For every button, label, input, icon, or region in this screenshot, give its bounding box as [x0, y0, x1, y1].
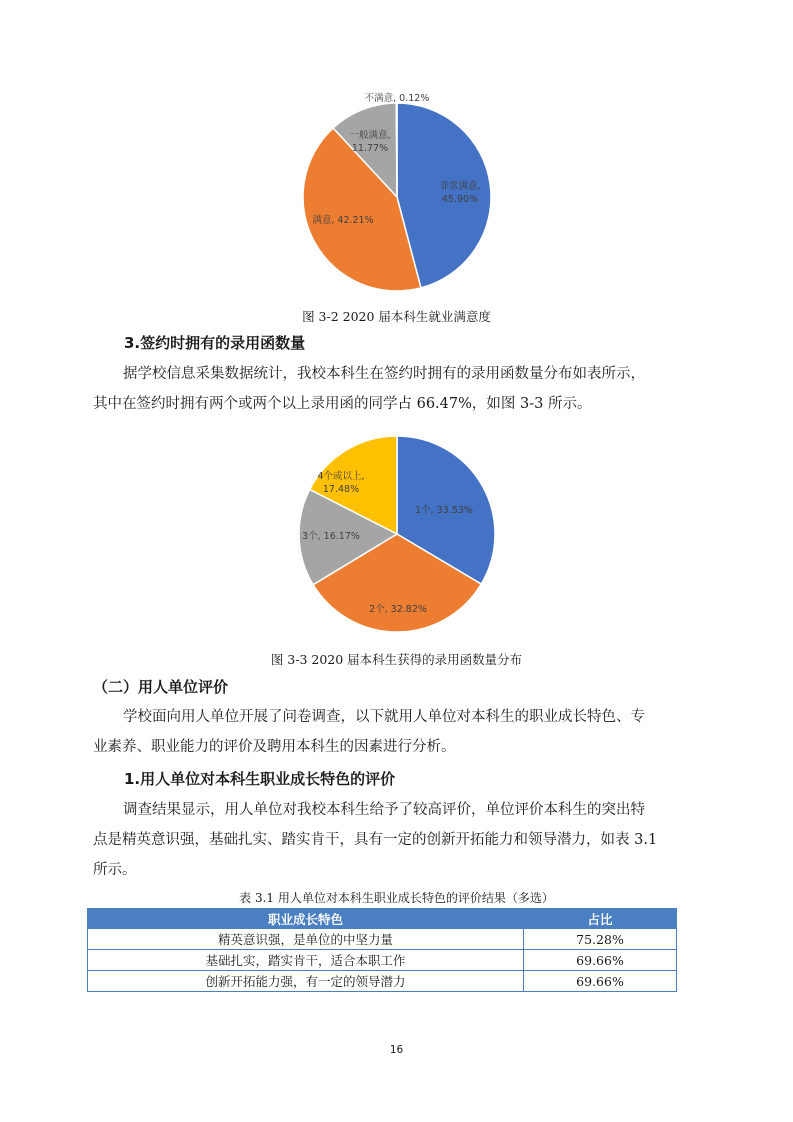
section-heading-offer-letters: 3.签约时拥有的录用函数量	[124, 334, 306, 352]
paragraph-offer-letters	[93, 359, 701, 419]
column-header-ratio: 占比	[524, 909, 677, 929]
pie-slice	[396, 103, 397, 197]
paragraph-survey-results	[93, 795, 701, 885]
table-cell-feature: 精英意识强，是单位的中坚力量	[88, 929, 524, 950]
paragraph-employer-survey	[93, 702, 701, 762]
column-header-feature: 职业成长特色	[88, 909, 524, 929]
satisfaction-pie-svg	[0, 0, 793, 300]
table-cell-ratio: 69.66%	[524, 950, 677, 971]
table-cell-feature: 基础扎实，踏实肯干，适合本职工作	[88, 950, 524, 971]
table-cell-ratio: 75.28%	[524, 929, 677, 950]
paragraph-text: 调查结果显示，用人单位对我校本科生给予了较高评价，单位评价本科生的突出特	[123, 802, 645, 818]
slice-data-label: 4个或以上, 17.48%	[317, 471, 365, 495]
section-heading-career-growth: 1.用人单位对本科生职业成长特色的评价	[124, 770, 396, 788]
section-heading-employer-evaluation: （二）用人单位评价	[93, 678, 229, 696]
paragraph-line	[93, 359, 701, 389]
table-row	[88, 971, 677, 992]
slice-data-label: 非常满意, 45.90%	[439, 181, 481, 205]
paragraph-line	[93, 795, 701, 825]
offer-letter-pie-svg	[0, 420, 793, 640]
slice-data-label: 不满意, 0.12%	[364, 93, 430, 104]
page-number: 16	[389, 1044, 404, 1056]
paragraph-line: 所示。	[93, 862, 137, 878]
table-header-row	[88, 909, 677, 929]
paragraph-line	[93, 702, 701, 732]
table-row	[88, 950, 677, 971]
offer-letter-pie-chart	[0, 420, 793, 640]
slice-data-label: 一般满意, 11.77%	[349, 130, 391, 154]
paragraph-text: 据学校信息采集数据统计，我校本科生在签约时拥有的录用函数量分布如表所示，	[123, 366, 645, 382]
paragraph-line: 其中在签约时拥有两个或两个以上录用函的同学占 66.47%，如图 3-3 所示。	[93, 396, 592, 412]
slice-data-label: 2个, 32.82%	[369, 604, 427, 615]
satisfaction-pie-chart	[0, 0, 793, 300]
table-row	[88, 929, 677, 950]
career-growth-table	[87, 908, 677, 992]
slice-data-label: 满意, 42.21%	[312, 215, 374, 226]
table-3-1-caption: 表 3.1 用人单位对本科生职业成长特色的评价结果（多选）	[239, 891, 554, 905]
table-cell-feature: 创新开拓能力强，有一定的领导潜力	[88, 971, 524, 992]
table-cell-ratio: 69.66%	[524, 971, 677, 992]
slice-data-label: 3个, 16.17%	[302, 531, 360, 542]
paragraph-text: 学校面向用人单位开展了问卷调查，以下就用人单位对本科生的职业成长特色、专	[123, 709, 645, 725]
slice-data-label: 1个, 33.53%	[415, 505, 473, 516]
figure-3-2-caption: 图 3-2 2020 届本科生就业满意度	[302, 309, 491, 324]
paragraph-line: 业素养、职业能力的评价及聘用本科生的因素进行分析。	[93, 739, 456, 755]
figure-3-3-caption: 图 3-3 2020 届本科生获得的录用函数量分布	[270, 652, 523, 667]
paragraph-line: 点是精英意识强，基础扎实、踏实肯干，具有一定的创新开拓能力和领导潜力，如表 3.1	[93, 832, 658, 848]
